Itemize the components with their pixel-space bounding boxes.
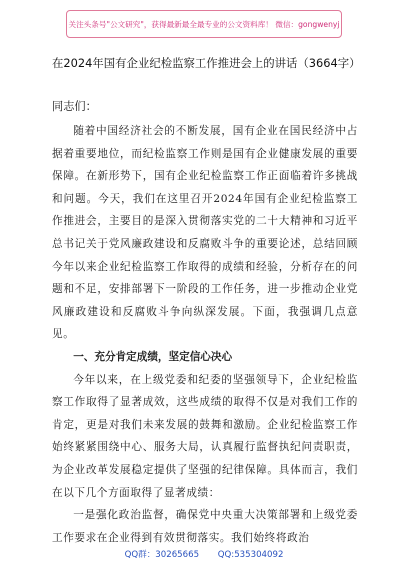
salutation: 同志们： <box>52 100 97 113</box>
paragraph-intro: 随着中国经济社会的不断发展，国有企业在国民经济中占据着重要地位，而纪检监察工作则是国有企业健康发展的重要保障。在新形势下，国有企业纪检监察工作正面临着许多挑战和问题。今天，我们在这里召开2024年国有企业纪检监察工作推进会，主要目的是深入贯彻落实党的二十大精神和习近平总书记关于党风廉政建设和反腐败斗争的重要论述，总结回顾今年以来企业纪检监察工作取得的成绩和经验，分析存在的问题和不足，安排部署下一阶段的工作任务，进一步推动企业党风廉政建设和反腐败斗争向纵深发展。下面，我强调几点意见。 <box>52 125 358 341</box>
paragraph-political-supervision: 一是强化政治监督，确保党中央重大决策部署和上级党委工作要求在企业得到有效贯彻落实。我们始终将政治 <box>52 509 358 544</box>
promo-banner: 关注头条号"公文研究"，获得最新最全最专业的公文资料库！ 微信：gongwenyj <box>66 10 342 38</box>
paragraph-achievements: 今年以来，在上级党委和纪委的坚强领导下，企业纪检监察工作取得了显著成效，这些成绩的取得不仅是对我们工作的肯定，更是对我们未来发展的鼓舞和激励。企业纪检监察工作始终紧紧围绕中心、服务大局，认真履行监督执纪问责职责，为企业改革发展稳定提供了坚强的纪律保障。具体而言，我们在以下几个方面取得了显著成绩： <box>52 373 358 499</box>
footer-contact <box>0 548 408 560</box>
document-body <box>52 120 358 549</box>
qq-text: QQ:535304092 <box>217 550 284 560</box>
document-title: 在2024年国有企业纪检监察工作推进会上的讲话（3664字） <box>52 56 361 70</box>
qq-group-text: QQ群：30265665 <box>124 550 200 560</box>
section-heading: 一、充分肯定成绩，坚定信心决心 <box>73 350 233 363</box>
